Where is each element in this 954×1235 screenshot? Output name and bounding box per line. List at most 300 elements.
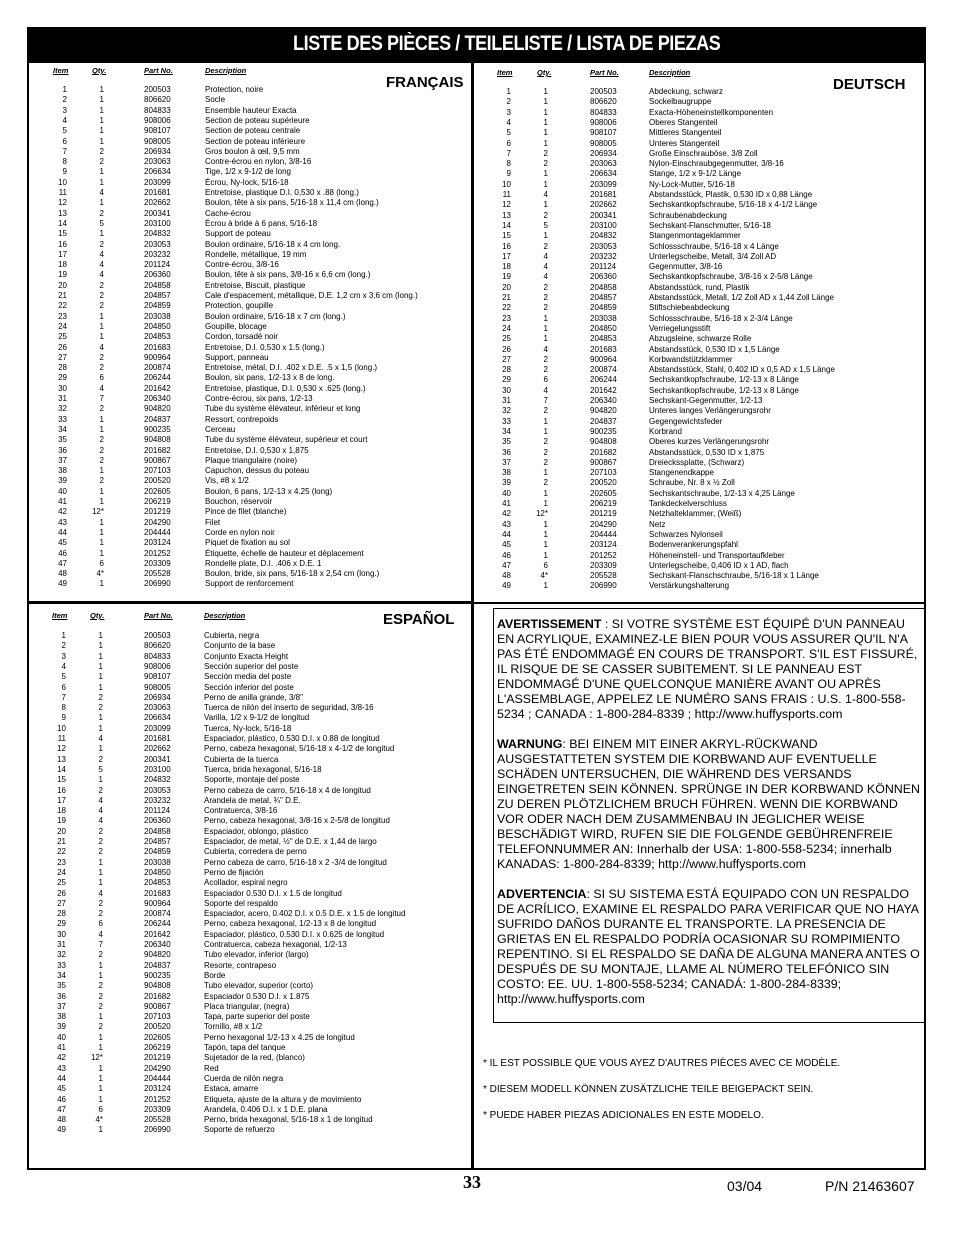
cell-quantity: 7: [543, 396, 548, 405]
cell-part-number: 206340: [144, 394, 171, 403]
parts-list-francais: [34, 66, 469, 596]
cell-description: Boulon ordinaire, 5/16-18 x 7 cm (long.): [205, 311, 346, 321]
cell-part-number: 200503: [590, 87, 617, 96]
cell-description: Boulon, six pans, 1/2-13 x 8 de long.: [205, 373, 335, 383]
cell-item-number: 5: [61, 672, 66, 682]
column-header-part: Part No.: [144, 66, 173, 75]
cell-description: Goupille, blocage: [205, 321, 267, 331]
cell-item-number: 20: [58, 280, 67, 290]
parts-list-deutsch: [480, 68, 920, 598]
cell-description: Étiquette, échelle de hauteur et déplacement: [205, 548, 364, 558]
cell-quantity: 1: [543, 519, 548, 529]
cell-quantity: 4*: [95, 1115, 103, 1125]
cell-item-number: 48: [57, 1115, 66, 1125]
cell-description: Schraubenabdeckung: [649, 210, 727, 220]
cell-item-number: 47: [58, 558, 67, 568]
cell-quantity: 1: [543, 179, 548, 189]
cell-item-number: 11: [58, 188, 67, 197]
cell-item-number: 22: [502, 303, 511, 313]
cell-quantity: 12*: [91, 507, 104, 517]
cell-item-number: 29: [58, 373, 67, 383]
warning-spanish: [497, 887, 920, 1007]
cell-part-number: 203309: [144, 1104, 171, 1114]
cell-description: Soporte, montaje del poste: [204, 775, 300, 785]
cell-item-number: 34: [57, 970, 66, 980]
cell-part-number: 200874: [144, 363, 171, 373]
cell-item-number: 26: [57, 888, 66, 898]
cell-quantity: 1: [98, 960, 103, 970]
cell-quantity: 1: [98, 1032, 103, 1042]
cell-item-number: 36: [57, 991, 66, 1001]
cell-item-number: 28: [502, 365, 511, 375]
cell-item-number: 41: [502, 499, 511, 508]
cell-quantity: 2: [99, 208, 104, 218]
cell-item-number: 3: [62, 105, 67, 115]
cell-item-number: 19: [57, 816, 66, 826]
column-header-qty: Qty.: [537, 68, 552, 77]
cell-item-number: 23: [57, 857, 66, 867]
cell-description: Section de poteau supérieure: [205, 115, 310, 125]
cell-item-number: 31: [502, 396, 511, 405]
cell-item-number: 20: [57, 826, 66, 836]
cell-part-number: 804833: [144, 651, 171, 661]
cell-quantity: 4*: [96, 569, 104, 579]
cell-quantity: 5: [543, 220, 548, 230]
cell-item-number: 24: [57, 867, 66, 877]
cell-item-number: 38: [502, 468, 511, 478]
cell-quantity: 4: [543, 262, 548, 272]
cell-item-number: 3: [61, 651, 66, 661]
cell-part-number: 203038: [590, 313, 617, 323]
cell-item-number: 33: [58, 414, 67, 424]
cell-description: Perno cabeza de carro, 5/16-18 x 2 -3/4 de longitud: [204, 857, 387, 867]
warning-spanish-label: ADVERTENCIA: [497, 887, 587, 901]
cell-quantity: 4: [543, 344, 548, 354]
cell-item-number: 17: [58, 249, 67, 259]
cell-quantity: 2: [543, 241, 548, 251]
cell-part-number: 206634: [144, 167, 171, 177]
cell-part-number: 203100: [144, 218, 171, 228]
cell-item-number: 31: [57, 940, 66, 949]
cell-item-number: 27: [58, 352, 67, 362]
cell-item-number: 37: [502, 457, 511, 467]
page-title: LISTE DES PIÈCES / TEILELISTE / LISTA DE PIEZAS: [293, 32, 721, 55]
cell-item-number: 2: [506, 97, 511, 107]
cell-quantity: 1: [543, 468, 548, 478]
cell-description: Abstandsstück, rund, Plastik: [649, 282, 750, 292]
cell-part-number: 206934: [144, 146, 171, 156]
cell-quantity: 2: [99, 476, 104, 486]
cell-item-number: 17: [57, 795, 66, 805]
cell-part-number: 204837: [590, 416, 617, 426]
cell-quantity: 1: [543, 128, 548, 138]
cell-item-number: 43: [502, 519, 511, 529]
cell-part-number: 200341: [144, 208, 171, 218]
cell-item-number: 4: [61, 661, 66, 671]
cell-part-number: 900235: [590, 426, 617, 436]
cell-quantity: 1: [543, 87, 548, 96]
cell-quantity: 1: [543, 200, 548, 210]
cell-description: Contratuerca, 3/8-16: [204, 806, 278, 816]
cell-item-number: 40: [502, 488, 511, 498]
cell-item-number: 5: [506, 128, 511, 138]
cell-quantity: 2: [543, 282, 548, 292]
cell-quantity: 12*: [535, 509, 548, 519]
cell-quantity: 1: [543, 313, 548, 323]
cell-description: Tuerca de nilón del inserto de seguridad, 3/8-16: [204, 703, 374, 713]
cell-item-number: 49: [57, 1125, 66, 1135]
cell-quantity: 1: [98, 857, 103, 867]
cell-quantity: 2: [543, 303, 548, 313]
cell-part-number: 203053: [144, 239, 171, 249]
cell-quantity: 1: [99, 548, 104, 558]
cell-description: Support de renforcement: [205, 579, 294, 589]
cell-quantity: 1: [99, 321, 104, 331]
cell-quantity: 4: [98, 816, 103, 826]
cell-part-number: 804833: [590, 107, 617, 117]
cell-quantity: 1: [99, 466, 104, 476]
cell-quantity: 1: [99, 85, 104, 94]
cell-item-number: 25: [57, 878, 66, 888]
cell-quantity: 6: [98, 1104, 103, 1114]
cell-part-number: 900964: [144, 898, 171, 908]
cell-quantity: 2: [98, 826, 103, 836]
cell-item-number: 11: [502, 190, 511, 199]
cell-description: Cale d'espacement, métallique, D.E. 1,2 cm x 3,6 cm (long.): [205, 291, 418, 300]
cell-item-number: 35: [502, 437, 511, 447]
cell-item-number: 7: [62, 146, 67, 156]
cell-quantity: 5: [98, 764, 103, 774]
cell-part-number: 806620: [144, 641, 171, 651]
cell-description: Contratuerca, cabeza hexagonal, 1/2-13: [204, 940, 347, 949]
column-header-qty: Qty.: [90, 611, 105, 620]
cell-description: Stiftschiebeabdeckung: [649, 303, 730, 313]
cell-quantity: 1: [543, 416, 548, 426]
cell-quantity: 1: [99, 414, 104, 424]
column-header-desc: Description: [204, 611, 246, 620]
cell-quantity: 2: [98, 898, 103, 908]
cell-part-number: 904808: [590, 437, 617, 447]
cell-quantity: 1: [99, 105, 104, 115]
cell-part-number: 206219: [590, 499, 617, 508]
cell-item-number: 26: [58, 342, 67, 352]
cell-description: Sechskantkopfschraube, 3/8-16 x 2-5/8 Länge: [649, 272, 813, 282]
cell-description: Espaciador, de metal, ½" de D.E. x 1,44 de largo: [204, 837, 377, 846]
cell-quantity: 12*: [90, 1053, 103, 1063]
cell-description: Placa triangular, (negra): [204, 1001, 290, 1011]
cell-part-number: 204837: [144, 960, 171, 970]
cell-item-number: 47: [502, 560, 511, 570]
cell-item-number: 46: [57, 1094, 66, 1104]
cell-description: Gegengewichtsfeder: [649, 416, 723, 426]
cell-item-number: 37: [57, 1001, 66, 1011]
cell-item-number: 27: [57, 898, 66, 908]
cell-item-number: 11: [57, 734, 66, 743]
cell-description: Sujetador de la red, (blanco): [204, 1053, 305, 1063]
cell-description: Ressort, contrepoids: [205, 414, 279, 424]
cell-item-number: 10: [58, 177, 67, 187]
cell-description: Sechskantschraube, 1/2-13 x 4,25 Länge: [649, 488, 795, 498]
cell-description: Stangenmontageklammer: [649, 231, 741, 241]
cell-item-number: 9: [61, 713, 66, 723]
cell-part-number: 908107: [144, 672, 171, 682]
cell-part-number: 201219: [144, 507, 171, 517]
cell-item-number: 35: [57, 981, 66, 991]
cell-description: Pince de filet (blanche): [205, 507, 287, 517]
cell-quantity: 4: [99, 249, 104, 259]
cell-item-number: 37: [58, 455, 67, 465]
cell-part-number: 201219: [144, 1053, 171, 1063]
cell-item-number: 33: [57, 960, 66, 970]
cell-part-number: 203100: [144, 764, 171, 774]
cell-description: Perno hexagonal 1/2-13 x 4.25 de longitud: [204, 1032, 355, 1042]
cell-description: Filet: [205, 517, 221, 527]
cell-part-number: 204858: [144, 280, 171, 290]
cell-part-number: 204853: [590, 334, 617, 344]
cell-quantity: 4: [98, 734, 103, 743]
cell-item-number: 49: [58, 579, 67, 589]
cell-part-number: 203100: [590, 220, 617, 230]
warning-german: [497, 737, 920, 872]
cell-quantity: 1: [99, 198, 104, 208]
cell-quantity: 1: [99, 229, 104, 239]
cell-item-number: 35: [58, 435, 67, 445]
footnote-german: * DIESEM MODELL KÖNNEN ZUSÄTZLICHE TEILE BEIGEPACKT SEIN.: [483, 1084, 814, 1095]
cell-part-number: 201642: [144, 383, 171, 393]
cell-part-number: 908107: [590, 128, 617, 138]
cell-quantity: 2: [99, 435, 104, 445]
cell-description: Korbwandstützklammer: [649, 354, 733, 364]
cell-part-number: 206219: [144, 1043, 171, 1052]
cell-item-number: 46: [58, 548, 67, 558]
cell-quantity: 1: [543, 334, 548, 344]
cell-description: Oberes Stangenteil: [649, 117, 718, 127]
cell-description: Tube du système élévateur, inférieur et long: [205, 404, 361, 414]
cell-part-number: 206990: [144, 1125, 171, 1135]
cell-part-number: 900964: [590, 354, 617, 364]
cell-description: Arandela, 0.406 D.I. x 1 D.E. plana: [204, 1104, 328, 1114]
cell-quantity: 2: [99, 352, 104, 362]
cell-item-number: 16: [502, 241, 511, 251]
cell-part-number: 204859: [144, 847, 171, 857]
cell-description: Contre-écrou en nylon, 3/8-16: [205, 157, 312, 167]
cell-description: Contre-écrou, six pans, 1/2-13: [205, 394, 313, 403]
cell-item-number: 19: [502, 272, 511, 282]
cell-item-number: 15: [502, 231, 511, 241]
cell-item-number: 12: [57, 744, 66, 754]
cell-description: Varilla, 1/2 x 9-1/2 de longitud: [204, 713, 310, 723]
cell-part-number: 201682: [144, 445, 171, 455]
cell-quantity: 2: [543, 406, 548, 416]
cell-part-number: 206219: [144, 497, 171, 506]
cell-quantity: 1: [98, 631, 103, 640]
cell-part-number: 204832: [590, 231, 617, 241]
cell-item-number: 22: [57, 847, 66, 857]
cell-quantity: 4: [99, 260, 104, 270]
cell-item-number: 31: [58, 394, 67, 403]
cell-part-number: 204832: [144, 229, 171, 239]
cell-part-number: 204853: [144, 878, 171, 888]
cell-quantity: 2: [98, 950, 103, 960]
cell-description: Netzhalteklammer, (Weiß): [649, 509, 742, 519]
cell-quantity: 1: [98, 723, 103, 733]
cell-quantity: 1: [543, 323, 548, 333]
cell-quantity: 1: [98, 1043, 103, 1052]
cell-description: Abstandsstück, Plastik, 0,530 ID x 0,88 Länge: [649, 190, 813, 199]
cell-item-number: 17: [502, 251, 511, 261]
cell-quantity: 2: [98, 1001, 103, 1011]
cell-quantity: 1: [543, 426, 548, 436]
cell-part-number: 203232: [144, 795, 171, 805]
cell-item-number: 49: [502, 581, 511, 591]
cell-part-number: 201252: [144, 1094, 171, 1104]
cell-quantity: 1: [98, 878, 103, 888]
cell-part-number: 908005: [144, 682, 171, 692]
cell-part-number: 206360: [144, 270, 171, 280]
cell-description: Cordon, torsadé noir: [205, 332, 278, 342]
cell-item-number: 24: [58, 321, 67, 331]
cell-description: Boulon, tête à six pans, 5/16-18 x 11,4 cm (long.): [205, 198, 379, 208]
cell-description: Entretoise, plastique, D.I. 0,530 x .625 (long.): [205, 383, 366, 393]
cell-description: Entretoise, plastique D.I. 0,530 x .88 (long.): [205, 188, 359, 197]
cell-quantity: 2: [543, 478, 548, 488]
cell-description: Entretoise, Biscuit, plastique: [205, 280, 306, 290]
cell-item-number: 9: [62, 167, 67, 177]
cell-part-number: 201682: [590, 447, 617, 457]
cell-quantity: 1: [543, 231, 548, 241]
cell-item-number: 43: [57, 1063, 66, 1073]
cell-description: Tapón, tapa del tanque: [204, 1043, 286, 1052]
cell-quantity: 6: [98, 919, 103, 929]
cell-description: Mittleres Stangenteil: [649, 128, 722, 138]
cell-description: Rondelle, métallique, 19 mm: [205, 249, 307, 259]
cell-item-number: 4: [506, 117, 511, 127]
cell-quantity: 2: [543, 159, 548, 169]
cell-description: Schraube, Nr. 8 x ½ Zoll: [649, 478, 735, 488]
cell-description: Tornillo, #8 x 1/2: [204, 1022, 263, 1032]
cell-description: Espaciador, acero, 0.402 D.I. x 0.5 D.E. x 1.5 de longitud: [204, 909, 406, 919]
cell-part-number: 206360: [144, 816, 171, 826]
cell-part-number: 201682: [144, 991, 171, 1001]
cell-part-number: 201124: [590, 262, 617, 272]
cell-description: Sechskant-Flanschmutter, 5/16-18: [649, 220, 771, 230]
cell-part-number: 204837: [144, 414, 171, 424]
cell-quantity: 1: [99, 115, 104, 125]
cell-quantity: 2: [98, 909, 103, 919]
cell-description: Bodenverankerungspfahl: [649, 540, 738, 550]
cell-part-number: 200503: [144, 631, 171, 640]
cell-description: Tuerca, brida hexagonal, 5/16-18: [204, 764, 322, 774]
cell-quantity: 1: [99, 167, 104, 177]
cell-part-number: 200503: [144, 85, 171, 94]
cell-item-number: 48: [502, 571, 511, 581]
cell-part-number: 203063: [144, 157, 171, 167]
cell-description: Schlossschraube, 5/16-18 x 2-3/4 Länge: [649, 313, 793, 323]
cell-part-number: 204290: [144, 1063, 171, 1073]
cell-part-number: 206634: [144, 713, 171, 723]
cell-part-number: 908006: [590, 117, 617, 127]
cell-part-number: 201642: [590, 385, 617, 395]
cell-part-number: 203309: [590, 560, 617, 570]
cell-item-number: 32: [58, 404, 67, 414]
cell-part-number: 206990: [590, 581, 617, 591]
cell-description: Corde en nylon noir: [205, 527, 275, 537]
cell-description: Cubierta, negra: [204, 631, 260, 640]
cell-part-number: 206934: [144, 692, 171, 702]
cell-item-number: 44: [502, 529, 511, 539]
cell-item-number: 43: [58, 517, 67, 527]
cell-part-number: 207103: [590, 468, 617, 478]
cell-quantity: 2: [98, 847, 103, 857]
cell-description: Abzugsleine, schwarze Rolle: [649, 334, 752, 344]
cell-quantity: 1: [98, 641, 103, 651]
cell-description: Tuerca, Ny-lock, 5/16-18: [204, 723, 292, 733]
cell-description: Entretoise, D.I. 0,530 x 1,875: [205, 445, 309, 455]
cell-quantity: 2: [99, 157, 104, 167]
cell-quantity: 1: [543, 529, 548, 539]
cell-item-number: 5: [62, 126, 67, 136]
cell-item-number: 28: [58, 363, 67, 373]
cell-quantity: 2: [543, 354, 548, 364]
cell-item-number: 44: [58, 527, 67, 537]
cell-part-number: 904808: [144, 435, 171, 445]
cell-item-number: 9: [506, 169, 511, 179]
cell-description: Section de poteau centrale: [205, 126, 301, 136]
cell-description: Conjunto Exacta Height: [204, 651, 289, 661]
cell-part-number: 200520: [144, 1022, 171, 1032]
cell-description: Ensemble hauteur Exacta: [205, 105, 297, 115]
cell-part-number: 207103: [144, 466, 171, 476]
cell-description: Protection, goupille: [205, 301, 274, 311]
cell-description: Sechskantkopfschraube, 1/2-13 x 8 Länge: [649, 385, 799, 395]
cell-description: Cubierta, corredera de perno: [204, 847, 307, 857]
cell-part-number: 202605: [590, 488, 617, 498]
cell-part-number: 900867: [590, 457, 617, 467]
cell-item-number: 2: [61, 641, 66, 651]
cell-description: Ny-Lock-Mutter, 5/16-18: [649, 179, 735, 189]
cell-description: Verstärkungshalterung: [649, 581, 730, 591]
warning-german-text: : BEI EINEM MIT EINER AKRYL-RÜCKWAND AUSGESTATTETEN SYSTEM DIE KORBWAND AUF EVENTUELLE SCHÄDEN UNTERSUCHEN, DIE WÄHREND DES VERSANDS EINGETRETEN SEIN KÖNNEN. SPRÜNGE IN DER KORBWAND KÖNNEN ZU DEREN PLÖTZLICHEM BRUCH FÜHREN. WENN DIE KORBWAND VOR ODER NACH DEM ZUSAMMENBAU IN JEGLICHER WEISE BESCHÄDIGT WIRD, RUFEN SIE DIE FOLGENDE GEBÜHRENFREIE TELEFONNUMMER AN: Innerhalb der USA: 1-800-558-5234; innerhalb KANADAS: 1-800-284-8339; http://www.huffysports.com: [497, 737, 920, 871]
cell-description: Boulon, 6 pans, 1/2-13 x 4.25 (long): [205, 486, 333, 496]
cell-quantity: 4: [543, 190, 548, 199]
cell-description: Sección superior del poste: [204, 661, 299, 671]
cell-item-number: 7: [61, 692, 66, 702]
cell-part-number: 200341: [144, 754, 171, 764]
cell-part-number: 204857: [590, 293, 617, 302]
cell-quantity: 6: [99, 558, 104, 568]
parts-list-espanol: [34, 611, 469, 1141]
cell-part-number: 203063: [144, 703, 171, 713]
cell-item-number: 42: [502, 509, 511, 519]
cell-quantity: 4: [99, 342, 104, 352]
cell-description: Abstandsstück, Metall, 1/2 Zoll AD x 1,44 Zoll Länge: [649, 293, 834, 302]
cell-item-number: 45: [58, 538, 67, 548]
cell-item-number: 13: [57, 754, 66, 764]
cell-part-number: 206244: [144, 919, 171, 929]
cell-item-number: 16: [57, 785, 66, 795]
cell-quantity: 1: [99, 527, 104, 537]
cell-description: Korbrand: [649, 426, 682, 436]
cell-item-number: 45: [502, 540, 511, 550]
cell-quantity: 2: [99, 239, 104, 249]
cell-quantity: 4: [98, 795, 103, 805]
section-label-deutsch: DEUTSCH: [833, 76, 906, 93]
cell-description: Resorte, contrapeso: [204, 960, 277, 970]
cell-description: Unteres langes Verlängerungsrohr: [649, 406, 771, 416]
cell-part-number: 904820: [144, 404, 171, 414]
cell-quantity: 2: [98, 703, 103, 713]
cell-quantity: 1: [98, 867, 103, 877]
